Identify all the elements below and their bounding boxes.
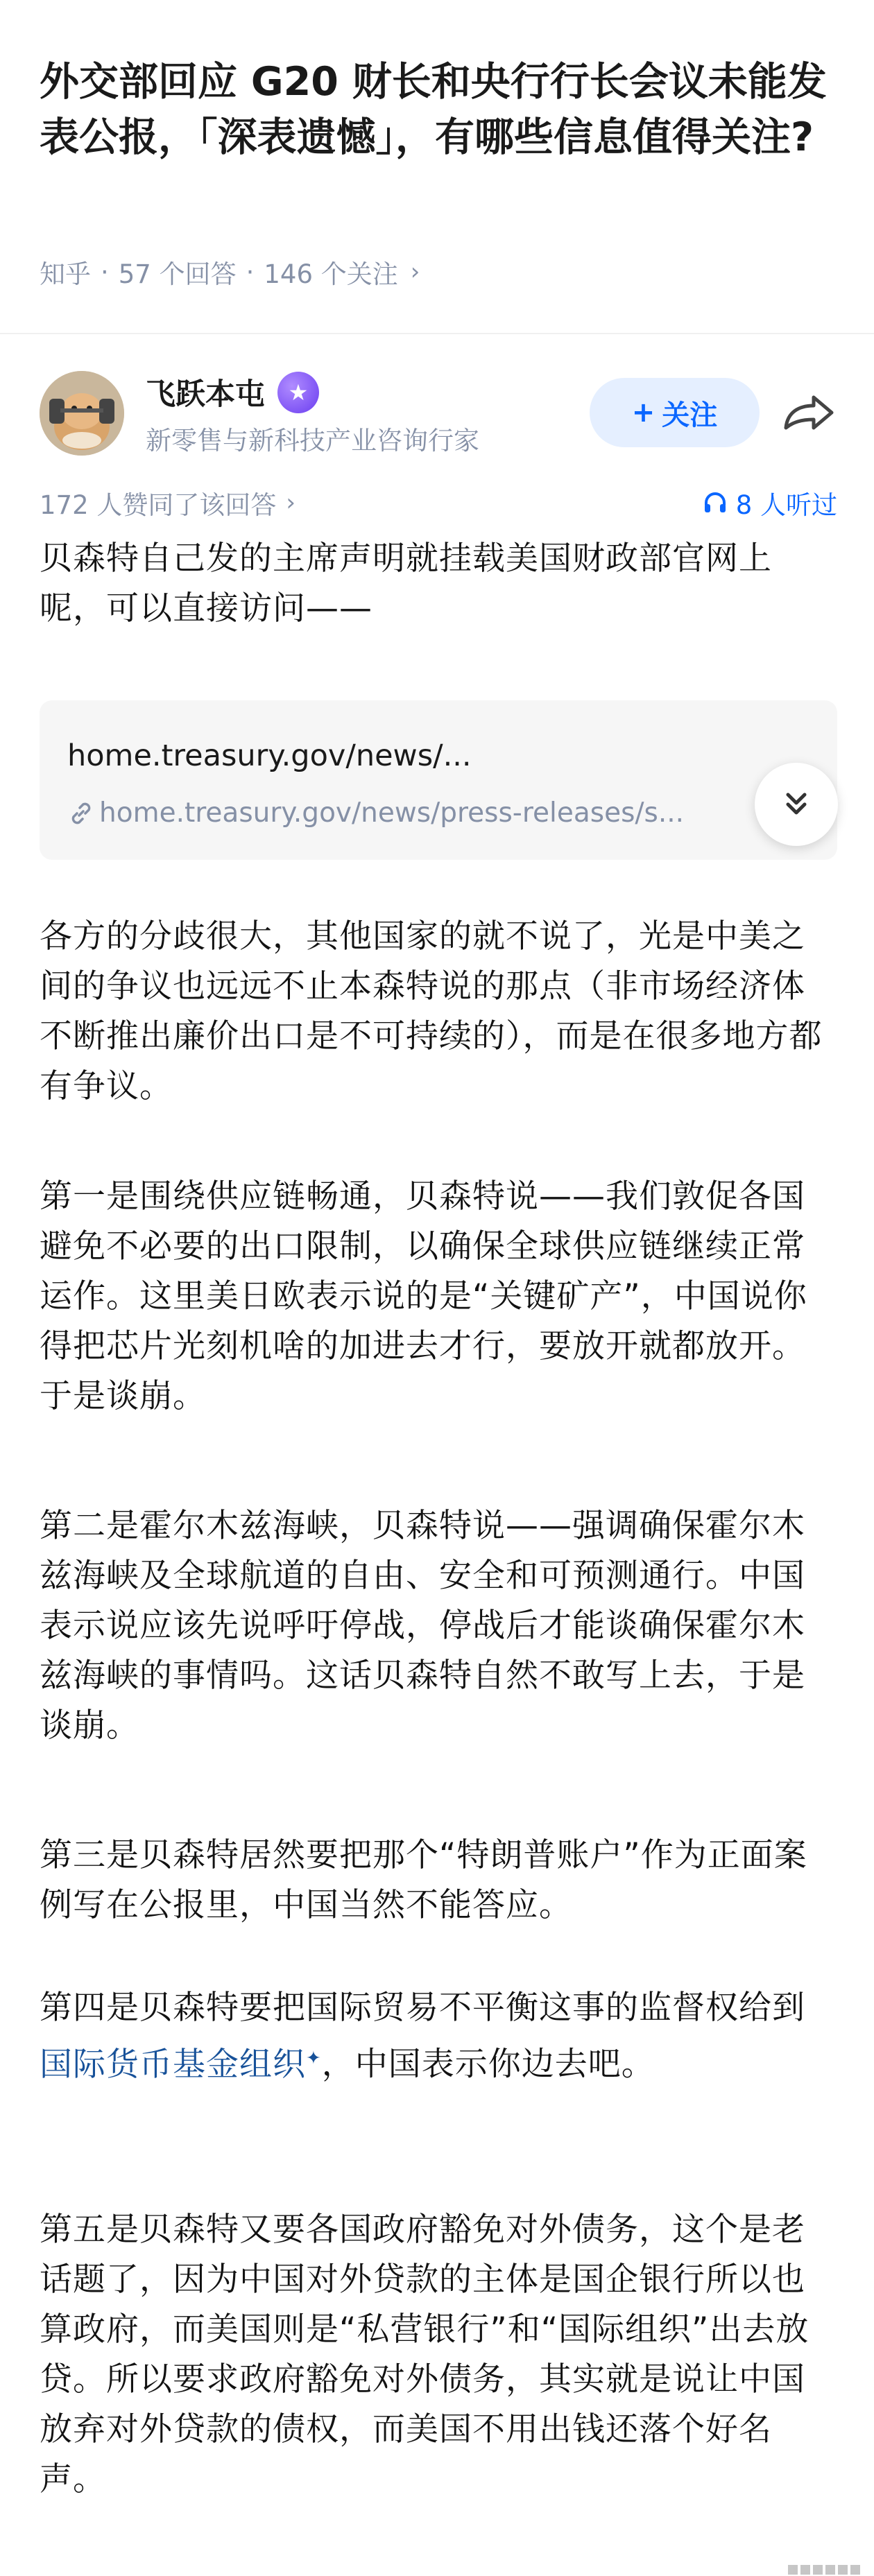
question-title[interactable]: 外交部回应 G20 财长和央行行长会议未能发表公报，「深表遗憾」，有哪些信息值得关注? [40,59,827,160]
chevron-right-icon: › [286,489,295,517]
listen-text: 8 人听过 [735,490,837,520]
share-arrow-icon[interactable] [780,392,836,433]
link-card-url-text: home.treasury.gov/news/press-releases/s... [99,797,685,829]
follower-count: 146 个关注 [264,259,398,289]
imf-link-text: 国际货币基金组织 [40,2045,306,2084]
paragraph-4: 第三是贝森特居然要把那个“特朗普账户”作为正面案例写在公报里，中国当然不能答应。 [40,1836,807,1924]
plus-icon: + [631,397,656,429]
paragraph-1: 各方的分歧很大，其他国家的就不说了，光是中美之间的争议也远远不止本森特说的那点（非市场经济体不断推出廉价出口是不可持续的），而是在很多地方都有争议。 [40,917,823,1105]
source-label: 知乎 [40,259,91,289]
paragraph-5 [40,1983,837,2090]
avatar[interactable] [40,371,124,456]
link-card-url [67,797,684,829]
link-icon [67,799,95,827]
paragraph-2: 第一是围绕供应链畅通，贝森特说——我们敦促各国避免不必要的出口限制，以确保全球供应链继续正常运作。这里美日欧表示说的是“关键矿产”，中国说你得把芯片光刻机啥的加进去才行，要放开就都放开。于是谈崩。 [40,1177,807,1415]
follow-button[interactable] [590,378,760,447]
separator-dot: · [246,257,255,287]
expand-button[interactable] [755,763,838,846]
paragraph-5-start: 第四是贝森特要把国际贸易不平衡这事的监督权给到 [40,1989,805,2027]
listen-count[interactable] [703,484,837,521]
likes-count: 172 人赞同了该回答 [40,490,277,520]
sparkle-icon: ✦ [306,2048,322,2068]
separator-dot: · [101,257,109,287]
link-card[interactable] [40,700,837,860]
author-bio: 新零售与新科技产业咨询行家 [146,426,479,456]
imf-link[interactable] [40,2046,322,2084]
star-badge-icon[interactable]: ★ [277,372,319,413]
author-name-text: 飞跃本屯 [146,377,265,412]
intro-paragraph: 贝森特自己发的主席声明就挂载美国财政部官网上呢，可以直接访问—— [40,539,772,628]
link-card-title: home.treasury.gov/news/... [67,738,472,773]
headphones-icon [703,490,728,515]
watermark [788,2565,860,2575]
paragraph-5-end: ，中国表示你边去吧。 [321,2045,655,2084]
divider [0,333,874,334]
chevron-right-icon: › [410,258,420,286]
answer-count: 57 个回答 [118,259,237,289]
chevron-double-down-icon [780,788,813,821]
likes-line[interactable] [40,484,295,521]
question-meta[interactable] [40,253,420,291]
author-name[interactable] [146,371,319,413]
paragraph-6: 第五是贝森特又要各国政府豁免对外债务，这个是老话题了，因为中国对外贷款的主体是国企银行所以也算政府，而美国则是“私营银行”和“国际组织”出去放贷。所以要求政府豁免对外债务，其实就是说让中国放弃对外贷款的债权，而美国不用出钱还落个好名声。 [40,2211,809,2498]
paragraph-3: 第二是霍尔木兹海峡，贝森特说——强调确保霍尔木兹海峡及全球航道的自由、安全和可预测通行。中国表示说应该先说呼吁停战，停战后才能谈确保霍尔木兹海峡的事情吗。这话贝森特自然不敢写上去，于是谈崩。 [40,1507,805,1745]
follow-label: 关注 [662,399,718,431]
